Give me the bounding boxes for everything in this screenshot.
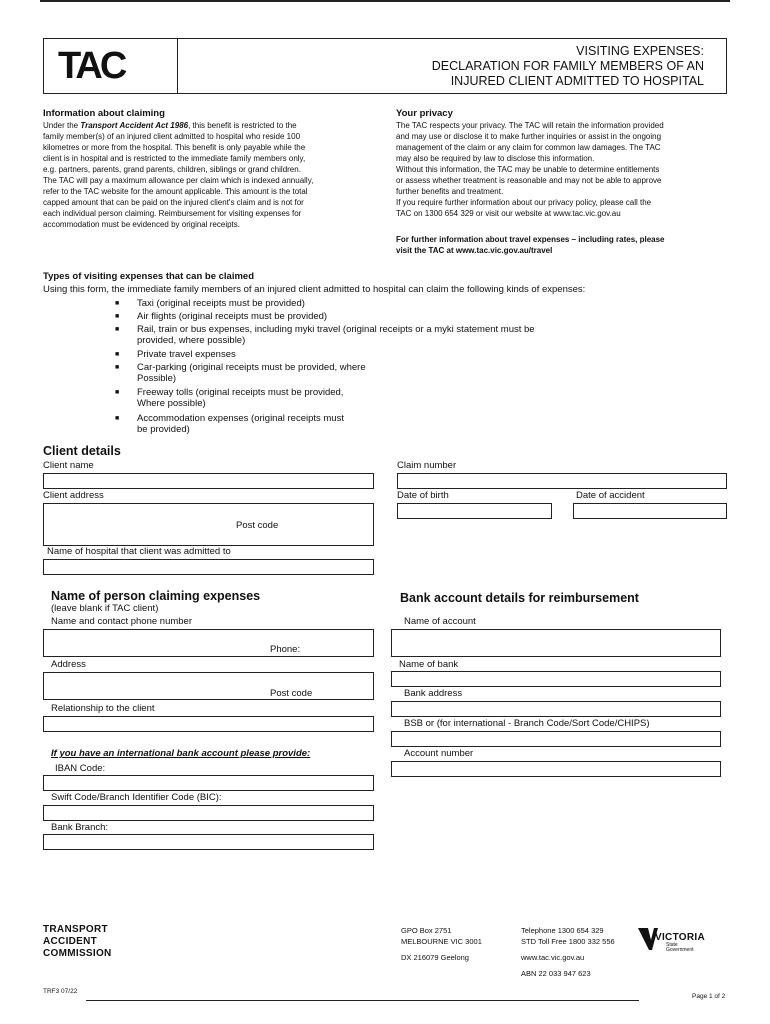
header-divider [177, 38, 178, 94]
hospital-name-field[interactable] [43, 559, 374, 575]
tac-logo-graphic [58, 44, 148, 84]
expense-type-text: ■ Freeway tolls (original receipts must be provided, [137, 387, 344, 398]
expense-type-text: Where possible) [137, 398, 206, 409]
privacy-section [396, 108, 736, 256]
expense-type-text: ■ Air flights (original receipts must be provided) [137, 311, 328, 322]
org-line: ACCIDENT [43, 936, 98, 947]
claim-number-field[interactable] [397, 473, 727, 489]
travel-info-line-2: visit the TAC at www.tac.vic.gov.au/travel [396, 246, 553, 255]
bank-address-label: Bank address [404, 688, 463, 699]
org-line: COMMISSION [43, 948, 112, 959]
victoria-logo-sub-line: Government [666, 947, 694, 953]
privacy-line: Without this information, the TAC may be unable to determine entitlements [396, 165, 660, 174]
hospital-name-label: Name of hospital that client was admitted to [47, 546, 231, 557]
client-address-label: Client address [43, 490, 104, 501]
city: MELBOURNE VIC 3001 [401, 937, 482, 946]
privacy-line: If you require further information about our privacy policy, please call the [396, 198, 652, 207]
form-title-line-1: VISITING EXPENSES: [576, 44, 704, 58]
toll-free: STD Toll Free 1800 332 556 [521, 937, 615, 946]
info-line: The TAC will pay a maximum allowance per claim which is indexed annually, [43, 176, 314, 185]
info-line: accommodation must be evidenced by original receipts. [43, 220, 240, 229]
claimant-name-label: Name and contact phone number [51, 616, 193, 627]
expense-type-text: Possible) [137, 373, 177, 384]
bank-address-field[interactable] [391, 701, 721, 717]
victoria-state-government-logo [638, 926, 708, 956]
expense-type-item [137, 362, 607, 384]
expense-type-item [137, 324, 607, 346]
doa-label: Date of accident [576, 490, 645, 501]
doa-field[interactable] [573, 503, 727, 519]
info-line: client is in hospital and is restricted to the immediate family members only, [43, 154, 306, 163]
expense-type-item [137, 413, 607, 435]
expense-type-item [137, 387, 607, 409]
contact-info [521, 925, 615, 979]
privacy-line: or assess whether treatment is reasonable and may not be able to approve [396, 176, 662, 185]
client-details-heading: Client details [43, 444, 121, 458]
privacy-heading: Your privacy [396, 108, 453, 119]
travel-info [396, 234, 736, 256]
bank-branch-field[interactable] [43, 834, 374, 850]
claimant-address-field[interactable] [43, 672, 374, 700]
top-rule [40, 0, 730, 2]
expense-type-text: be provided) [137, 424, 190, 435]
privacy-line: and may use or disclose it to make further inquiries or assist in the ongoing [396, 132, 662, 141]
expense-type-text: ■ Accommodation expenses (original receipts must [137, 413, 344, 424]
page-number: Page 1 of 2 [692, 993, 726, 1000]
privacy-line: TAC on 1300 654 329 or visit our website at www.tac.vic.gov.au [396, 209, 621, 218]
victoria-logo-sub-line: State [666, 942, 678, 948]
form-title-line-2: DECLARATION FOR FAMILY MEMBERS OF AN [431, 59, 704, 73]
info-line: e.g. partners, parents, grand parents, children, siblings or grand children. [43, 165, 301, 174]
info-line-0 [43, 120, 383, 131]
bsb-field[interactable] [391, 731, 721, 747]
dob-label: Date of birth [397, 490, 449, 501]
iban-field[interactable] [43, 775, 374, 791]
org-line: TRANSPORT [43, 924, 108, 935]
expense-type-item [137, 349, 607, 360]
info-heading: Information about claiming [43, 108, 165, 119]
expense-type-text: ■ Rail, train or bus expenses, including myki travel (original receipts or a myki statement must be [137, 324, 535, 335]
iban-label: IBAN Code: [55, 763, 106, 774]
bank-heading: Bank account details for reimbursement [400, 591, 639, 605]
info-line: family member(s) of an injured client admitted to hospital who reside 100 [43, 132, 301, 141]
info-line: kilometres or more from the hospital. This benefit is only payable while the [43, 143, 306, 152]
info-line: capped amount that can be paid on the injured client's claim and is not for [43, 198, 304, 207]
swift-label: Swift Code/Branch Identifier Code (BIC): [51, 792, 222, 803]
form-title [432, 44, 704, 89]
bank-name-field[interactable] [391, 671, 721, 687]
claimant-address-label: Address [51, 659, 86, 670]
dob-field[interactable] [397, 503, 552, 519]
info-line: each individual person claiming. Reimbursement for visiting expenses for [43, 209, 302, 218]
victoria-logo-sub [666, 943, 694, 953]
info-act: Transport Accident Act 1986 [80, 121, 189, 130]
client-postcode-label: Post code [236, 520, 279, 531]
victoria-logo-text: VICTORIA [655, 932, 705, 943]
dx: DX 216079 Geelong [401, 953, 469, 962]
account-name-field[interactable] [391, 629, 721, 657]
types-intro: Using this form, the immediate family members of an injured client admitted to hospital can claim the following kinds of expenses: [43, 284, 586, 295]
claimant-name-phone-field[interactable] [43, 629, 374, 657]
bsb-label: BSB or (for international - Branch Code/Sort Code/CHIPS) [404, 718, 650, 729]
claimant-postcode-label: Post code [270, 688, 313, 699]
bank-name-label: Name of bank [399, 659, 459, 670]
account-number-label: Account number [404, 748, 474, 759]
intl-bank-heading: If you have an international bank account please provide: [51, 748, 311, 759]
client-name-label: Client name [43, 460, 94, 471]
form-title-line-3: INJURED CLIENT ADMITTED TO HOSPITAL [450, 74, 704, 88]
expense-type-text: ■ Private travel expenses [137, 349, 236, 360]
claimant-phone-label: Phone: [270, 644, 301, 655]
swift-field[interactable] [43, 805, 374, 821]
client-address-field[interactable] [43, 503, 374, 546]
info-intro: Under the [43, 121, 81, 130]
types-heading: Types of visiting expenses that can be claimed [43, 271, 255, 282]
tac-org-name [43, 924, 112, 960]
travel-info-line-1: For further information about travel expenses – including rates, please [396, 235, 665, 244]
expense-type-list [137, 298, 607, 437]
privacy-line: may also be required by law to disclose this information. [396, 154, 595, 163]
info-line-0-rest: , this benefit is restricted to the [188, 121, 297, 130]
expense-type-text: ■ Taxi (original receipts must be provided) [137, 298, 305, 309]
bank-branch-label: Bank Branch: [51, 822, 109, 833]
telephone: Telephone 1300 654 329 [521, 926, 604, 935]
abn: ABN 22 033 947 623 [521, 969, 591, 978]
expense-type-text: provided, where possible) [137, 335, 246, 346]
account-number-field[interactable] [391, 761, 721, 777]
expense-type-text: ■ Car-parking (original receipts must be provided, where [137, 362, 366, 373]
expense-type-item [137, 311, 607, 322]
form-code: TRF3 07/22 [43, 988, 78, 995]
website: www.tac.vic.gov.au [521, 953, 585, 962]
privacy-line: further benefits and treatment. [396, 187, 504, 196]
claimant-note: (leave blank if TAC client) [51, 603, 159, 614]
relationship-field[interactable] [43, 716, 374, 732]
info-section [43, 108, 383, 230]
expense-type-item [137, 298, 607, 309]
info-line: refer to the TAC website for the amount applicable. This amount is the total [43, 187, 308, 196]
tac-logo [58, 44, 148, 84]
claim-number-label: Claim number [397, 460, 457, 471]
postal-address [401, 925, 482, 963]
client-name-field[interactable] [43, 473, 374, 489]
account-name-label: Name of account [404, 616, 476, 627]
privacy-line: The TAC respects your privacy. The TAC will retain the information provided [396, 121, 664, 130]
footer-rule [86, 1000, 639, 1001]
po-box: GPO Box 2751 [401, 926, 452, 935]
relationship-label: Relationship to the client [51, 703, 155, 714]
privacy-line: management of the claim or any claim for common law damages. The TAC [396, 143, 661, 152]
tac-logo-text: TAC [58, 45, 125, 84]
claimant-heading: Name of person claiming expenses [51, 589, 261, 603]
